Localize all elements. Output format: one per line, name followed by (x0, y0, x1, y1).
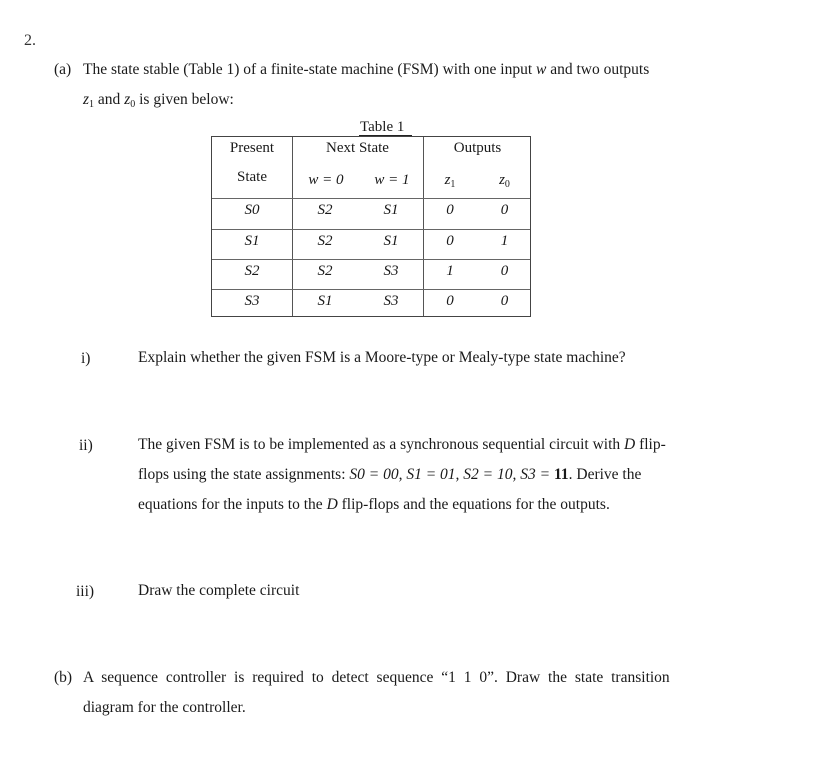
and-text: and (94, 91, 125, 108)
cell-w1: S1 (383, 202, 399, 218)
d-variable: D (624, 436, 636, 453)
output-z1-sub: 1 (89, 99, 95, 110)
subheader-w0: w = 0 (308, 172, 344, 188)
input-variable: w (536, 61, 547, 78)
cell-z0: 0 (500, 202, 509, 218)
part-b-line2: diagram for the controller. (83, 699, 246, 716)
part-a-line2-post: is given below: (135, 91, 234, 108)
state-assignments: S0 = 00, S1 = 01, S2 = 10, S3 = (349, 466, 554, 483)
item-iii-text: Draw the complete circuit (138, 582, 300, 599)
cell-w0: S2 (317, 202, 333, 218)
table-divider (212, 229, 530, 230)
cell-w0: S2 (317, 233, 333, 249)
cell-z0: 0 (500, 263, 509, 279)
output-z0-base: z (124, 91, 131, 108)
part-b-label: (b) (54, 669, 73, 686)
item-ii-line1-post: flip- (635, 436, 666, 453)
cell-z0: 0 (500, 293, 509, 309)
item-i-label: i) (81, 350, 91, 367)
subheader-state: State (237, 169, 267, 185)
cell-w1: S3 (383, 293, 399, 309)
question-number: 2. (24, 32, 36, 49)
table-caption: Table 1 (360, 119, 405, 135)
cell-w0: S1 (317, 293, 333, 309)
output-z0-sub: 0 (130, 99, 136, 110)
d-variable: D (326, 496, 338, 513)
part-a-line1-pre: The state stable (Table 1) of a finite-state machine (FSM) with one input (83, 61, 537, 78)
cell-w0: S2 (317, 263, 333, 279)
table-divider (212, 259, 530, 260)
header-present: Present (229, 140, 275, 156)
item-ii-label: ii) (79, 437, 93, 454)
part-b-line1: A sequence controller is required to detect sequence “1 1 0”. Draw the state transition (83, 669, 670, 686)
cell-w1: S1 (383, 233, 399, 249)
item-ii-line2-post: . Derive the (568, 466, 642, 483)
cell-z1: 0 (446, 293, 454, 309)
item-ii-line2 (138, 467, 641, 483)
header-outputs: Outputs (453, 140, 502, 156)
part-a-intro-line2 (83, 92, 234, 110)
item-ii-line1 (138, 437, 666, 453)
subheader-z1-base: z (444, 172, 451, 188)
item-ii-line2-pre: flops using the state assignments: (138, 466, 350, 483)
cell-w1: S3 (383, 263, 399, 279)
state-code-s3: 11 (553, 466, 569, 483)
item-ii-line3 (138, 497, 610, 513)
cell-z0: 1 (500, 233, 509, 249)
cell-z1: 0 (446, 202, 454, 218)
cell-z1: 0 (446, 233, 454, 249)
subheader-w1: w = 1 (374, 172, 410, 188)
item-i-text: Explain whether the given FSM is a Moore-type or Mealy-type state machine? (138, 349, 626, 366)
item-ii-line3-pre: equations for the inputs to the (138, 496, 327, 513)
subheader-z0-sub: 0 (504, 179, 510, 190)
cell-present-s3: S3 (244, 293, 260, 309)
part-a-line1-post: and two outputs (546, 61, 650, 78)
part-a-label: (a) (54, 61, 72, 78)
item-ii-line3-post: flip-flops and the equations for the outputs. (337, 496, 610, 513)
cell-present-s0: S0 (244, 202, 260, 218)
subheader-z0 (477, 173, 532, 190)
subheader-z1 (423, 173, 477, 190)
subheader-z0-base: z (499, 172, 505, 188)
cell-present-s1: S1 (244, 233, 260, 249)
table-divider (212, 289, 530, 290)
cell-present-s2: S2 (244, 263, 260, 279)
item-ii-line1-pre: The given FSM is to be implemented as a synchronous sequential circuit with (138, 436, 625, 453)
cell-z1: 1 (446, 263, 454, 279)
state-table (211, 136, 531, 317)
part-a-intro-line1 (83, 62, 649, 78)
header-next-state: Next State (326, 140, 389, 156)
subheader-z1-sub: 1 (450, 179, 456, 190)
item-iii-label: iii) (76, 583, 95, 600)
table-divider (212, 198, 530, 199)
output-z1-base: z (83, 91, 90, 108)
